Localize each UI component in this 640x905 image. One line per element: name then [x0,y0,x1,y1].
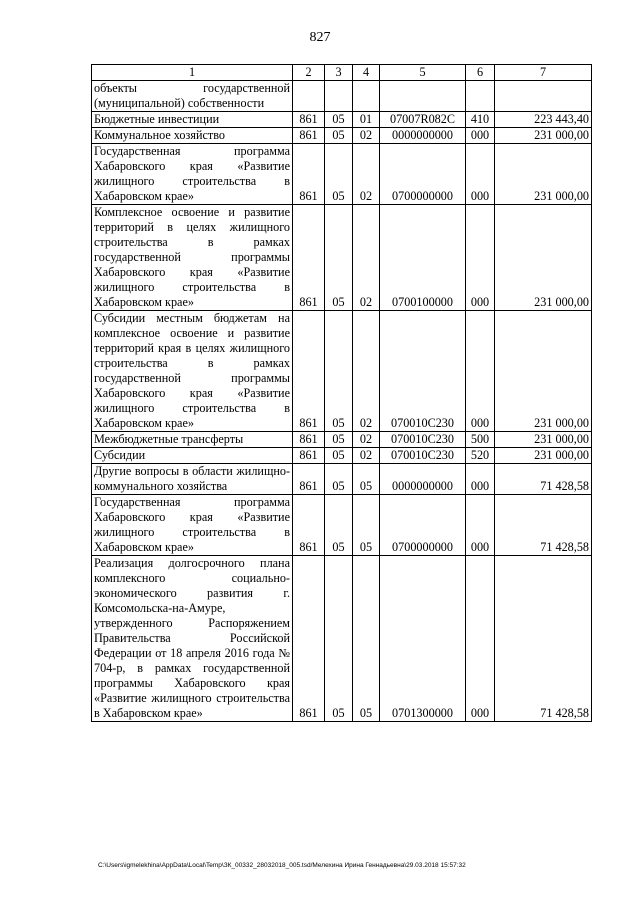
cell-target-article [380,81,466,112]
cell-target-article: 0700100000 [380,205,466,311]
table-row [92,112,592,128]
cell-subsection: 02 [353,128,380,144]
table-row [92,128,592,144]
cell-target-article: 070010С230 [380,448,466,464]
cell-name: Коммунальное хозяйство [92,128,293,144]
header-cell: 3 [325,65,353,81]
header-cell: 5 [380,65,466,81]
cell-section: 05 [325,464,353,495]
cell-subsection [353,81,380,112]
cell-expense-type: 000 [466,144,495,205]
cell-admin-code: 861 [293,432,325,448]
table-row [92,495,592,556]
cell-target-article: 0700000000 [380,495,466,556]
table-row [92,432,592,448]
cell-expense-type: 410 [466,112,495,128]
cell-amount: 223 443,40 [495,112,592,128]
cell-name: Субсидии местным бюджетам на комплексное освоение и развитие территорий края в целях жилищного строительства в рамках государственной программы Хабаровского края «Развитие жилищного строительства в Хабаровском крае» [92,311,293,432]
table-header-row [92,65,592,81]
cell-section: 05 [325,128,353,144]
cell-target-article: 07007R082C [380,112,466,128]
table-row [92,556,592,722]
cell-name: Другие вопросы в области жилищно-коммунального хозяйства [92,464,293,495]
cell-admin-code: 861 [293,311,325,432]
cell-subsection: 02 [353,311,380,432]
cell-amount: 231 000,00 [495,128,592,144]
cell-section: 05 [325,205,353,311]
cell-target-article: 070010С230 [380,311,466,432]
cell-admin-code: 861 [293,464,325,495]
cell-subsection: 02 [353,432,380,448]
cell-target-article: 070010С230 [380,432,466,448]
cell-subsection: 02 [353,144,380,205]
page-number: 827 [309,30,331,45]
cell-amount: 71 428,58 [495,495,592,556]
cell-expense-type: 520 [466,448,495,464]
cell-name: Комплексное освоение и развитие территорий в целях жилищного строительства в рамках государственной программы Хабаровского края «Развитие жилищного строительства в Хабаровском крае» [92,205,293,311]
cell-admin-code [293,81,325,112]
cell-expense-type: 000 [466,464,495,495]
cell-expense-type: 000 [466,311,495,432]
cell-subsection: 01 [353,112,380,128]
cell-expense-type: 000 [466,495,495,556]
cell-name: Государственная программа Хабаровского края «Развитие жилищного строительства в Хабаровском крае» [92,144,293,205]
table-row [92,448,592,464]
cell-subsection: 05 [353,495,380,556]
cell-admin-code: 861 [293,448,325,464]
cell-admin-code: 861 [293,112,325,128]
cell-section: 05 [325,112,353,128]
header-cell: 1 [92,65,293,81]
cell-name: Бюджетные инвестиции [92,112,293,128]
cell-amount: 231 000,00 [495,205,592,311]
cell-expense-type: 000 [466,128,495,144]
table-row [92,81,592,112]
cell-name: Субсидии [92,448,293,464]
header-cell: 6 [466,65,495,81]
cell-target-article: 0700000000 [380,144,466,205]
cell-section [325,81,353,112]
footer-file-path: C:\Users\igmelekhina\AppData\Local\Temp\ЗК_00332_28032018_005.tsd/Мелехина Ирина Геннадьевна\29.03.2018 15:57:32 [98,862,466,869]
cell-amount [495,81,592,112]
cell-amount: 231 000,00 [495,448,592,464]
cell-admin-code: 861 [293,556,325,722]
cell-admin-code: 861 [293,495,325,556]
cell-target-article: 0701300000 [380,556,466,722]
cell-admin-code: 861 [293,205,325,311]
cell-section: 05 [325,448,353,464]
header-cell: 2 [293,65,325,81]
cell-expense-type: 500 [466,432,495,448]
cell-target-article: 0000000000 [380,128,466,144]
cell-section: 05 [325,556,353,722]
cell-section: 05 [325,495,353,556]
table-row [92,464,592,495]
cell-expense-type: 000 [466,205,495,311]
cell-amount: 71 428,58 [495,464,592,495]
cell-name: Государственная программа Хабаровского края «Развитие жилищного строительства в Хабаровском крае» [92,495,293,556]
cell-section: 05 [325,144,353,205]
cell-target-article: 0000000000 [380,464,466,495]
table-body [92,81,592,722]
cell-name: Реализация долгосрочного плана комплексного социально-экономического развития г. Комсомольска-на-Амуре, утвержденного Распоряжением Правительства Российской Федерации от 18 апреля 2016 года № 704-р, в рамках государственной программы Хабаровского края «Развитие жилищного строительства в Хабаровском крае» [92,556,293,722]
cell-expense-type [466,81,495,112]
cell-subsection: 02 [353,205,380,311]
cell-subsection: 05 [353,556,380,722]
cell-name: объекты государственной (муниципальной) собственности [92,81,293,112]
header-cell: 4 [353,65,380,81]
cell-section: 05 [325,432,353,448]
cell-subsection: 02 [353,448,380,464]
table-row [92,144,592,205]
cell-section: 05 [325,311,353,432]
table-row [92,311,592,432]
cell-name: Межбюджетные трансферты [92,432,293,448]
cell-expense-type: 000 [466,556,495,722]
cell-subsection: 05 [353,464,380,495]
cell-amount: 231 000,00 [495,144,592,205]
cell-amount: 231 000,00 [495,432,592,448]
budget-table [91,64,592,722]
table-row [92,205,592,311]
cell-admin-code: 861 [293,144,325,205]
cell-amount: 231 000,00 [495,311,592,432]
cell-amount: 71 428,58 [495,556,592,722]
cell-admin-code: 861 [293,128,325,144]
header-cell: 7 [495,65,592,81]
